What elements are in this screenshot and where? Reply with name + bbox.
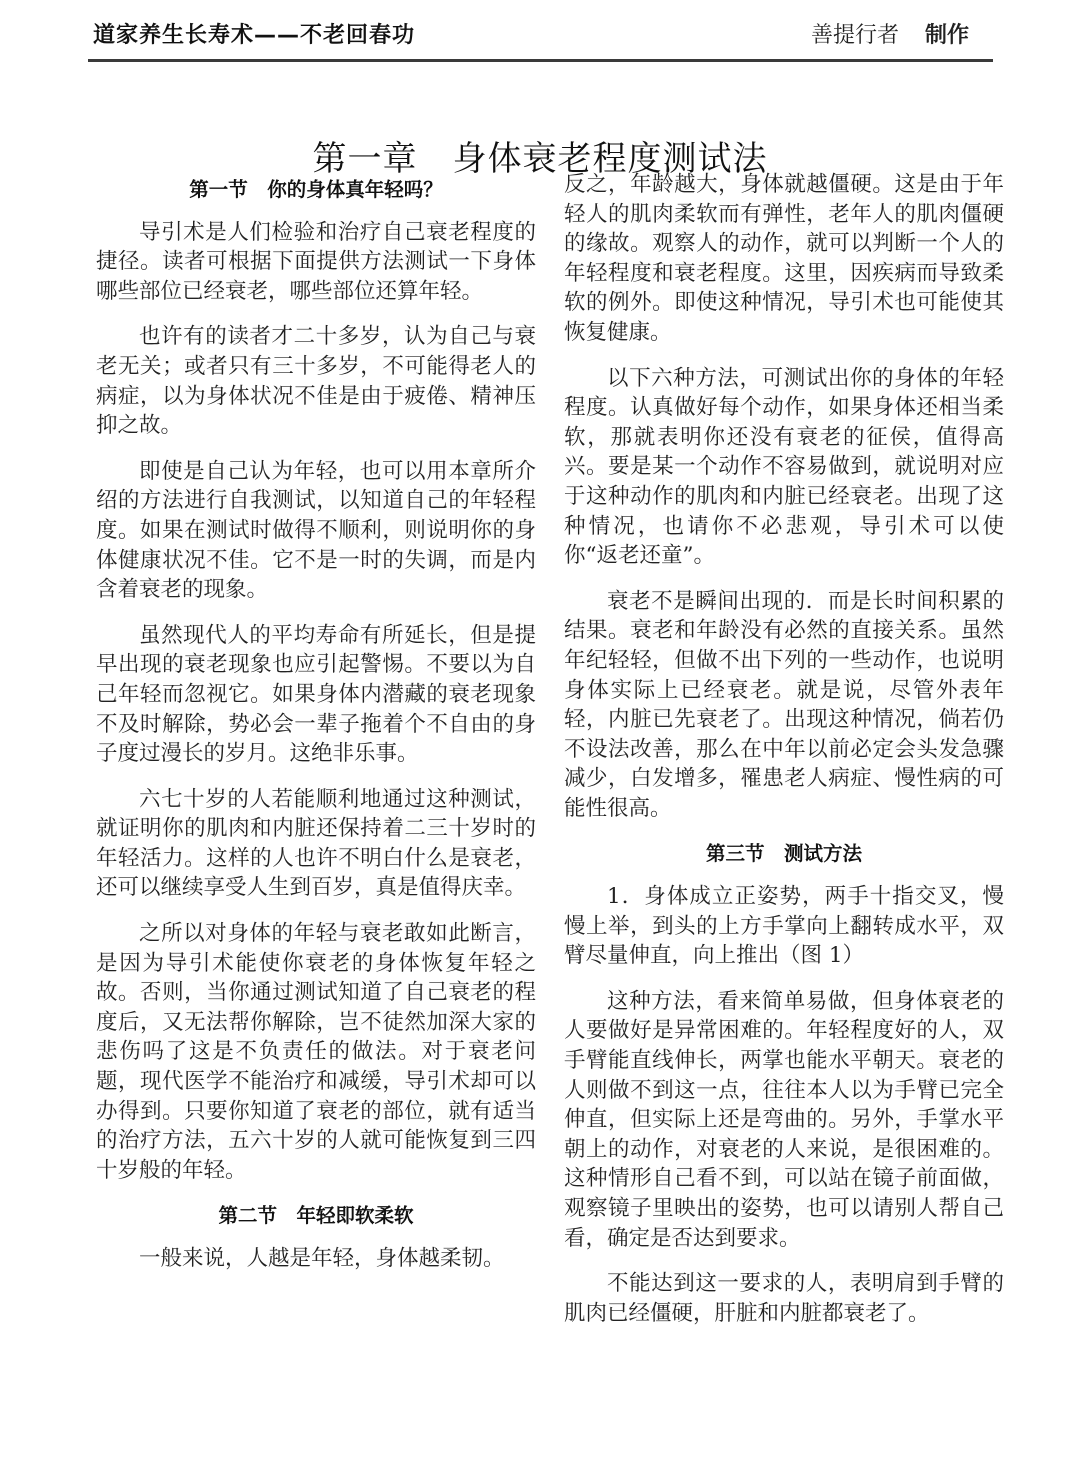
paragraph: 衰老不是瞬间出现的．而是长时间积累的结果。衰老和年龄没有必然的直接关系。虽然年纪轻轻，但做不出下列的一些动作，也说明身体实际上已经衰老。就是说，尽管外表年轻，内脏已先衰老了。出现这种情况，倘若仍不设法改善，那么在中年以前必定会头发急骤减少，白发增多，罹患老人病症、慢性病的可能性很高。 <box>564 588 1004 821</box>
credits <box>811 18 969 49</box>
paragraph: 这种方法，看来简单易做，但身体衰老的人要做好是异常困难的。年轻程度好的人，双手臂能直线伸长，两掌也能水平朝天。衰老的人则做不到这一点，往往本人以为手臂已完全伸直，但实际上还是弯曲的。另外，手掌水平朝上的动作，对衰老的人来说，是很困难的。这种情形自己看不到，可以站在镜子前面做，观察镜子里映出的姿势，也可以请别人帮自己看，确定是否达到要求。 <box>564 988 1004 1251</box>
paragraph: 不能达到这一要求的人，表明肩到手臂的肌肉已经僵硬，肝脏和内脏都衰老了。 <box>564 1271 1004 1326</box>
section-2-title: 第二节 年轻即软柔软 <box>218 1204 414 1228</box>
paragraph: 一般来说，人越是年轻，身体越柔韧。 <box>139 1246 505 1271</box>
section-3-title: 第三节 测试方法 <box>705 842 862 866</box>
header-divider <box>88 59 993 62</box>
paragraph: 1．身体成立正姿势，两手十指交叉，慢慢上举，到头的上方手掌向上翻转成水平，双臂尽量伸直，向上推出（图 1） <box>564 884 1004 969</box>
chapter-title: 第一章 身体衰老程度测试法 <box>312 138 768 179</box>
paragraph: 虽然现代人的平均寿命有所延长，但是提早出现的衰老现象也应引起警惕。不要以为自己年轻而忽视它。如果身体内潜藏的衰老现象不及时解除，势必会一辈子拖着个不自由的身子度过漫长的岁月。这绝非乐事。 <box>96 622 536 767</box>
paragraph: 之所以对身体的年轻与衰老敢如此断言，是因为导引术能使你衰老的身体恢复年轻之故。否则，当你通过测试知道了自己衰老的程度后，又无法帮你解除，岂不徒然加深大家的悲伤吗了这是不负责任的做法。对于衰老问题，现代医学不能治疗和减缓，导引术却可以办得到。只要你知道了衰老的部位，就有适当的治疗方法，五六十岁的人就可能恢复到三四十岁般的年轻。 <box>96 921 536 1183</box>
author-name: 善提行者 <box>810 23 899 48</box>
paragraph: 即使是自己认为年轻，也可以用本章所介绍的方法进行自我测试，以知道自己的年轻程度。如果在测试时做得不顺利，则说明你的身体健康状况不佳。它不是一时的失调，而是内含着衰老的现象。 <box>96 458 536 603</box>
made-by-label: 制作 <box>924 23 969 48</box>
paragraph-continuation: 反之，年龄越大，身体就越僵硬。这是由于年轻人的肌肉柔软而有弹性，老年人的肌肉僵硬的缘故。观察人的动作，就可以判断一个人的年轻程度和衰老程度。这里，因疾病而导致柔软的例外。即使这种情况，导引术也可能使其恢复健康。 <box>564 172 1004 345</box>
right-column <box>564 170 1004 1344</box>
running-header <box>93 12 991 50</box>
left-column <box>96 170 536 1290</box>
book-title: 道家养生长寿术——不老回春功 <box>93 23 416 48</box>
section-1-title: 第一节 你的身体真年轻吗？ <box>189 178 443 201</box>
paragraph: 导引术是人们检验和治疗自己衰老程度的捷径。读者可根据下面提供方法测试一下身体哪些部位已经衰老，哪些部位还算年轻。 <box>96 219 536 304</box>
paragraph: 以下六种方法，可测试出你的身体的年轻程度。认真做好每个动作，如果身体还相当柔软，那就表明你还没有衰老的征侯，值得高兴。要是某一个动作不容易做到，就说明对应于这种动作的肌肉和内脏已经衰老。出现了这种情况，也请你不必悲观，导引术可以使你“返老还童”。 <box>564 365 1004 569</box>
paragraph: 也许有的读者才二十多岁，认为自己与衰老无关；或者只有三十多岁，不可能得老人的病症，以为身体状况不佳是由于疲倦、精神压抑之故。 <box>96 324 536 439</box>
paragraph: 六七十岁的人若能顺利地通过这种测试，就证明你的肌肉和内脏还保持着二三十岁时的年轻活力。这样的人也许不明白什么是衰老，还可以继续享受人生到百岁，真是值得庆幸。 <box>96 786 536 901</box>
